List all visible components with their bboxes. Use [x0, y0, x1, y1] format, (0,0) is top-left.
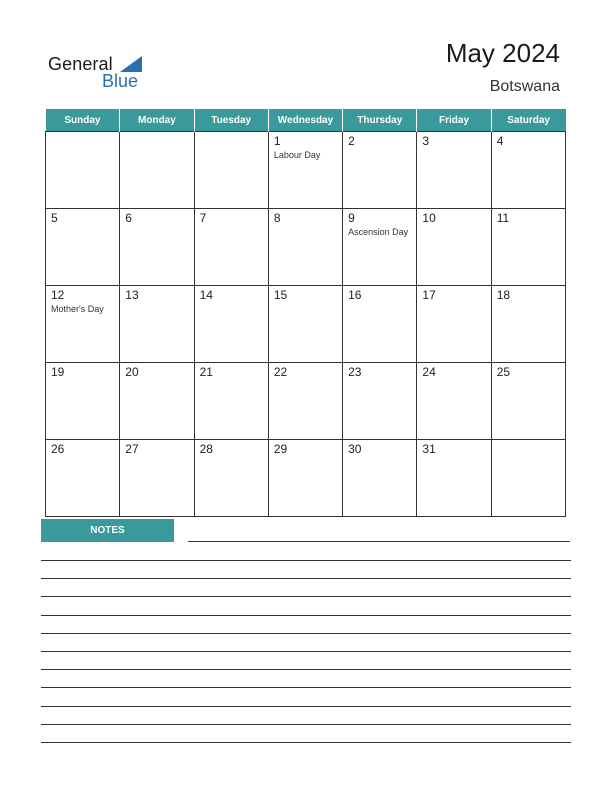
notes-line	[188, 541, 570, 542]
calendar-day-cell	[491, 132, 565, 209]
day-number: 15	[273, 288, 288, 302]
day-number: 4	[496, 134, 504, 148]
day-number: 8	[273, 211, 281, 225]
weekday-header: Friday	[417, 109, 491, 132]
calendar-week-row	[46, 286, 566, 363]
calendar-day-cell	[491, 286, 565, 363]
day-number: 30	[348, 442, 362, 456]
calendar-day-cell	[194, 440, 268, 517]
day-number: 18	[496, 288, 511, 302]
day-number: 11	[496, 211, 510, 225]
calendar-day-cell	[343, 209, 417, 286]
day-number: 2	[348, 134, 355, 148]
weekday-header: Saturday	[491, 109, 565, 132]
notes-label: NOTES	[41, 519, 174, 542]
notes-line	[41, 633, 571, 634]
day-number: 3	[422, 134, 430, 148]
calendar-day-cell	[268, 363, 342, 440]
calendar-day-cell	[194, 363, 268, 440]
calendar-day-cell	[417, 209, 491, 286]
day-number: 23	[348, 365, 362, 379]
day-number: 16	[348, 288, 362, 302]
day-number: 9	[348, 211, 355, 225]
day-number: 19	[51, 365, 65, 379]
day-number: 29	[273, 442, 288, 456]
notes-line	[41, 560, 571, 561]
day-number: 27	[125, 442, 139, 456]
calendar-day-cell	[120, 363, 194, 440]
day-number: 28	[199, 442, 213, 456]
day-number: 13	[125, 288, 139, 302]
calendar-day-cell	[46, 440, 120, 517]
calendar-day-cell	[417, 440, 491, 517]
calendar-day-cell	[268, 132, 342, 209]
day-number: 24	[422, 365, 436, 379]
day-number: 22	[273, 365, 288, 379]
calendar-day-cell	[194, 209, 268, 286]
day-number: 21	[199, 365, 213, 379]
notes-line	[41, 742, 571, 743]
logo	[48, 52, 148, 92]
calendar-grid	[45, 109, 566, 517]
day-number: 20	[125, 365, 139, 379]
calendar-day-cell	[46, 363, 120, 440]
calendar-day-cell	[268, 209, 342, 286]
day-number: 5	[51, 211, 58, 225]
notes-line	[41, 687, 571, 688]
day-number: 25	[496, 365, 511, 379]
calendar-week-row	[46, 440, 566, 517]
logo-blue-text: Blue	[102, 71, 139, 91]
holiday-label: Mother's Day	[51, 304, 104, 314]
day-number: 1	[273, 134, 281, 148]
calendar-day-cell	[417, 363, 491, 440]
day-number: 14	[199, 288, 213, 302]
calendar-day-cell	[120, 209, 194, 286]
calendar-day-cell	[194, 286, 268, 363]
notes-line	[41, 596, 571, 597]
calendar-day-cell	[343, 286, 417, 363]
day-number: 17	[422, 288, 436, 302]
calendar-week-row	[46, 363, 566, 440]
weekday-header: Wednesday	[268, 109, 342, 132]
calendar-day-cell	[268, 286, 342, 363]
calendar-day-cell	[491, 363, 565, 440]
calendar-day-cell	[343, 132, 417, 209]
calendar-day-cell	[417, 286, 491, 363]
day-number: 12	[51, 288, 65, 302]
day-number: 7	[199, 211, 207, 225]
calendar-day-cell	[120, 440, 194, 517]
weekday-header: Thursday	[343, 109, 417, 132]
calendar-week-row	[46, 209, 566, 286]
calendar-day-cell	[46, 209, 120, 286]
holiday-label: Ascension Day	[348, 227, 409, 237]
calendar-day-cell	[417, 132, 491, 209]
day-number: 10	[422, 211, 436, 225]
calendar-day-cell	[343, 440, 417, 517]
calendar-week-row	[46, 132, 566, 209]
day-number: 31	[422, 442, 436, 456]
notes-line	[41, 706, 571, 707]
weekday-header: Tuesday	[194, 109, 268, 132]
calendar-day-cell	[343, 363, 417, 440]
calendar-day-cell	[194, 132, 268, 209]
day-number: 6	[125, 211, 132, 225]
calendar-day-cell	[491, 209, 565, 286]
logo-triangle-icon	[120, 56, 142, 72]
calendar-day-cell	[120, 286, 194, 363]
logo-general-text: General	[48, 54, 113, 74]
notes-line	[41, 615, 571, 616]
calendar-day-cell	[491, 440, 565, 517]
weekday-header: Sunday	[46, 109, 120, 132]
holiday-label: Labour Day	[273, 150, 321, 160]
calendar-day-cell	[46, 286, 120, 363]
notes-line	[41, 669, 571, 670]
notes-line	[41, 578, 571, 579]
calendar-day-cell	[46, 132, 120, 209]
country-label: Botswana	[489, 78, 560, 95]
day-number: 26	[51, 442, 65, 456]
calendar-day-cell	[120, 132, 194, 209]
notes-line	[41, 651, 571, 652]
notes-line	[41, 724, 571, 725]
weekday-header: Monday	[120, 109, 194, 132]
page-title: May 2024	[445, 38, 560, 68]
calendar-day-cell	[268, 440, 342, 517]
weekday-header-row	[46, 109, 566, 132]
